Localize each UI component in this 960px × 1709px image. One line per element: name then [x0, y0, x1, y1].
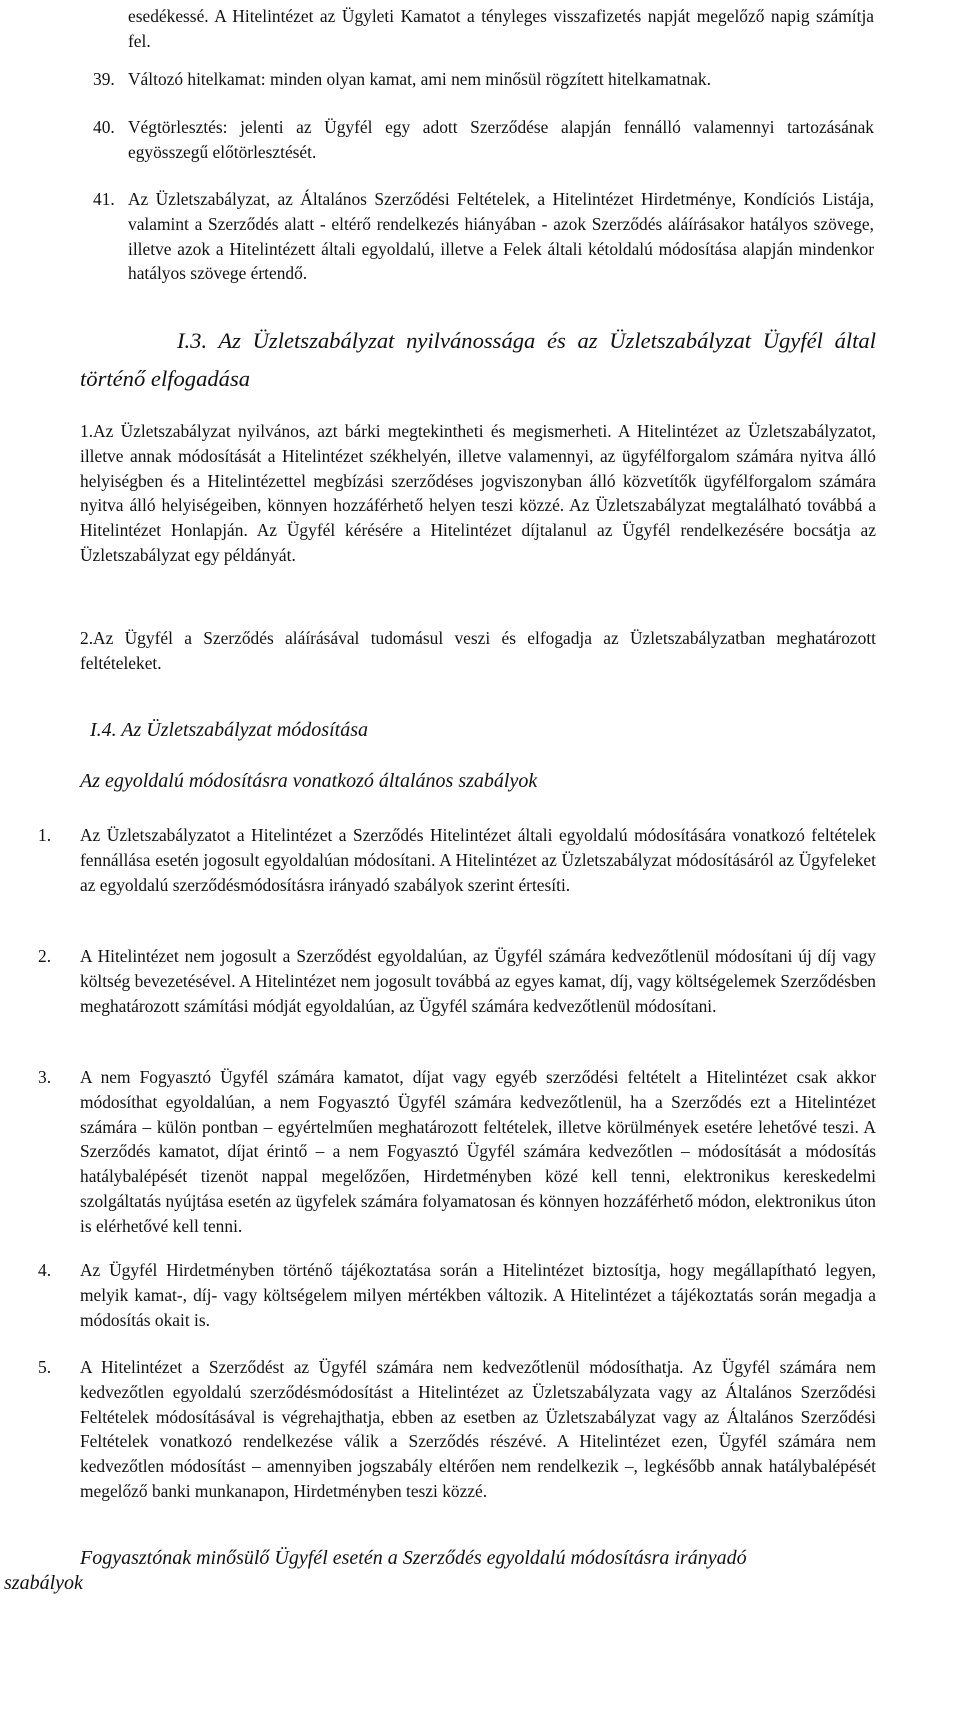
- definition-text: Végtörlesztés: jelenti az Ügyfél egy adott Szerződése alapján fennálló valamennyi tartozásának egyösszegű előtörlesztését.: [128, 117, 874, 162]
- point-text: A Hitelintézet a Szerződést az Ügyfél számára nem kedvezőtlenül módosíthatja. Az Ügyfél számára nem kedvezőtlen egyoldalú szerződésmódosítást a Hitelintézet az Üzletszabályzata vagy az Általános Szerződési Feltételek módosításával is végrehajthatja, ebben az esetben az Üzletszabályzat vagy az Általános Szerződési Feltételek vonatkozó rendelkezése válik a Szerződés részévé. A Hitelintézet ezen, Ügyfél számára nem kedvezőtlen módosítást – amennyiben jogszabály eltérően nem rendelkezik –, legkésőbb annak hatálybalépését megelőző banki munkanapon, Hirdetményben teszi közzé.: [80, 1357, 876, 1501]
- consumer-rules-heading-line2: szabályok: [4, 1572, 83, 1594]
- point-number: 4.: [38, 1260, 52, 1280]
- definition-number: 41.: [93, 189, 115, 209]
- point-number: 1.: [38, 825, 52, 845]
- section-heading-i3: I.3. Az Üzletszabályzat nyilvánossága és az Üzletszabályzat Ügyfél által történő elfogadása: [80, 328, 876, 391]
- definition-text: Változó hitelkamat: minden olyan kamat, ami nem minősül rögzített hitelkamatnak.: [128, 69, 711, 89]
- definition-38-continuation: esedékessé. A Hitelintézet az Ügyleti Kamatot a tényleges visszafizetés napját megelőző napig számítja fel.: [128, 6, 874, 51]
- point-text: Az Ügyfél Hirdetményben történő tájékoztatása során a Hitelintézet biztosítja, hogy megállapítható legyen, melyik kamat-, díj- vagy költségelem milyen mértékben változik. A Hitelintézet a tájékoztatás során megadja a módosítás okait is.: [80, 1260, 876, 1330]
- section-i4-subheading: Az egyoldalú módosításra vonatkozó általános szabályok: [80, 770, 538, 792]
- section-i3-paragraph-2: 2.Az Ügyfél a Szerződés aláírásával tudomásul veszi és elfogadja az Üzletszabályzatban meghatározott feltételeket.: [80, 628, 876, 673]
- section-heading-i4: I.4. Az Üzletszabályzat módosítása: [90, 719, 368, 741]
- point-number: 2.: [38, 946, 52, 966]
- point-number: 3.: [38, 1067, 52, 1087]
- consumer-rules-heading-line1: Fogyasztónak minősülő Ügyfél esetén a Szerződés egyoldalú módosításra irányadó: [80, 1547, 747, 1569]
- definition-number: 39.: [93, 69, 115, 89]
- consumer-rules-heading: [80, 1543, 876, 1573]
- point-text: A Hitelintézet nem jogosult a Szerződést egyoldalúan, az Ügyfél számára kedvezőtlenül módosítani új díj vagy költség bevezetésével. A Hitelintézet nem jogosult továbbá az egyes kamat, díj, vagy költségelemek Szerződésben meghatározott számítási módját egyoldalúan, az Ügyfél számára kedvezőtlenül módosítani.: [80, 946, 876, 1016]
- point-number: 5.: [38, 1357, 52, 1377]
- section-i3-paragraph-1: 1.Az Üzletszabályzat nyilvános, azt bárki megtekintheti és megismerheti. A Hitelintézet az Üzletszabályzatot, illetve annak módosítását a Hitelintézet székhelyén, illetve valamennyi, az ügyfélforgalom számára nyitva álló helyiségben és a Hitelintézettel megbízási szerződéses jogviszonyban álló közvetítők ügyfélforgalom számára nyitva álló helyiségeiben, könnyen hozzáférhető helyen teszi közzé. Az Üzletszabályzat megtalálható továbbá a Hitelintézet Honlapján. Az Ügyfél kérésére a Hitelintézet díjtalanul az Ügyfél rendelkezésére bocsátja az Üzletszabályzat egy példányát.: [80, 421, 876, 565]
- point-text: A nem Fogyasztó Ügyfél számára kamatot, díjat vagy egyéb szerződési feltételt a Hitelintézet csak akkor módosíthat egyoldalúan, a nem Fogyasztó Ügyfél számára kedvezőtlenül, ha a Szerződés ezt a Hitelintézet számára – külön pontban – egyértelműen meghatározott feltételek, illetve körülmények esetére lehetővé teszi. A Szerződés kamatot, díjat érintő – a nem Fogyasztó Ügyfél számára kedvezőtlen – módosítását a módosítás hatálybalépését tizenöt nappal megelőzően, Hirdetményben közé kell tenni, elektronikus kereskedelmi szolgáltatás nyújtása esetén az ügyfelek számára folyamatosan és könnyen hozzáférhető módon, elektronikus úton is elérhetővé kell tenni.: [80, 1067, 876, 1236]
- point-text: Az Üzletszabályzatot a Hitelintézet a Szerződés Hitelintézet általi egyoldalú módosítására vonatkozó feltételek fennállása esetén jogosult egyoldalúan módosítani. A Hitelintézet az Üzletszabályzat módosításáról az Ügyfeleket az egyoldalú szerződésmódosításra irányadó szabályok szerint értesíti.: [80, 825, 876, 895]
- definition-text: Az Üzletszabályzat, az Általános Szerződési Feltételek, a Hitelintézet Hirdetménye, Kondíciós Listája, valamint a Szerződés alatt - eltérő rendelkezés hiányában - azok Szerződés aláírásakor hatályos szövege, illetve azok a Hitelintézett általi egyoldalú, illetve a Felek általi kétoldalú módosítása alapján mindenkor hatályos szövege értendő.: [128, 189, 874, 284]
- definition-number: 40.: [93, 117, 115, 137]
